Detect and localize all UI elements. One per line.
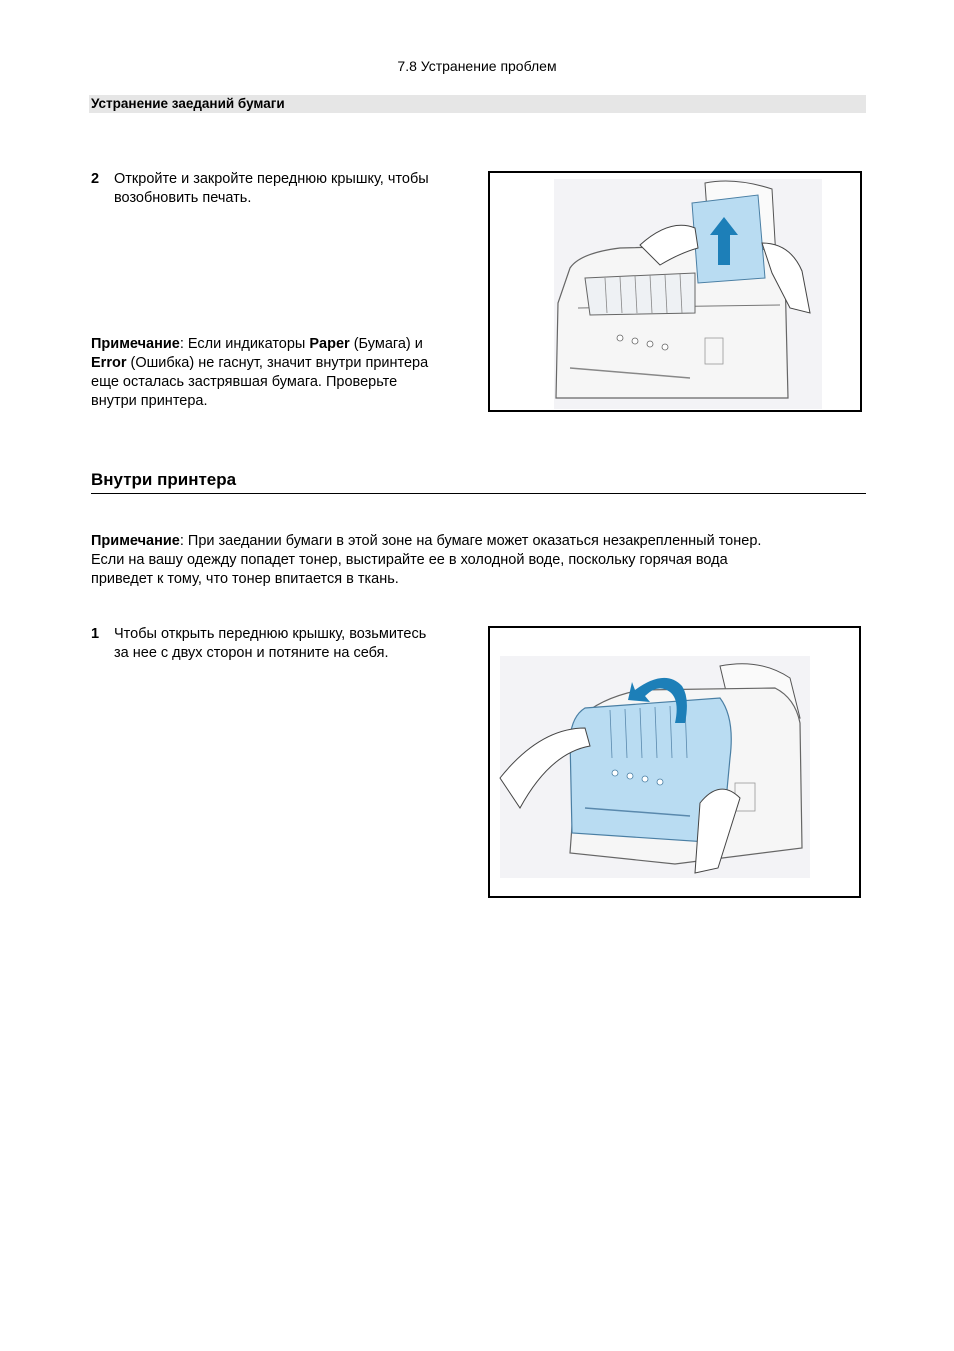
section-title: Устранение заеданий бумаги [91, 96, 285, 111]
subsection-title: Внутри принтера [91, 470, 866, 494]
step-2-text: Откройте и закройте переднюю крышку, чтобы возобновить печать. [114, 171, 429, 206]
step-1-text: Чтобы открыть переднюю крышку, возьмитесь за нее с двух сторон и потяните на себя. [114, 626, 427, 661]
note-paper-error: Примечание: Если индикаторы Paper (Бумага) и Error (Ошибка) не гаснут, значит внутри принтера еще осталась застрявшая бумага. Проверьте внутри принтера. [91, 336, 429, 409]
page-header: 7.8 Устранение проблем [397, 58, 557, 74]
figure-remove-paper [488, 171, 862, 412]
printer-cover-illustration [490, 628, 859, 896]
step-2-number: 2 [91, 171, 100, 187]
note-toner: Примечание: При заедании бумаги в этой зоне на бумаге может оказаться незакрепленный тонер. Если на вашу одежду попадет тонер, выстирайте ее в холодной воде, поскольку горячая вода приведет к тому, что тонер впитается в ткань. [91, 533, 762, 587]
figure-open-cover [488, 626, 861, 898]
section-title-bar [89, 95, 866, 113]
step-1-number: 1 [91, 626, 100, 642]
printer-paper-illustration [490, 173, 860, 410]
